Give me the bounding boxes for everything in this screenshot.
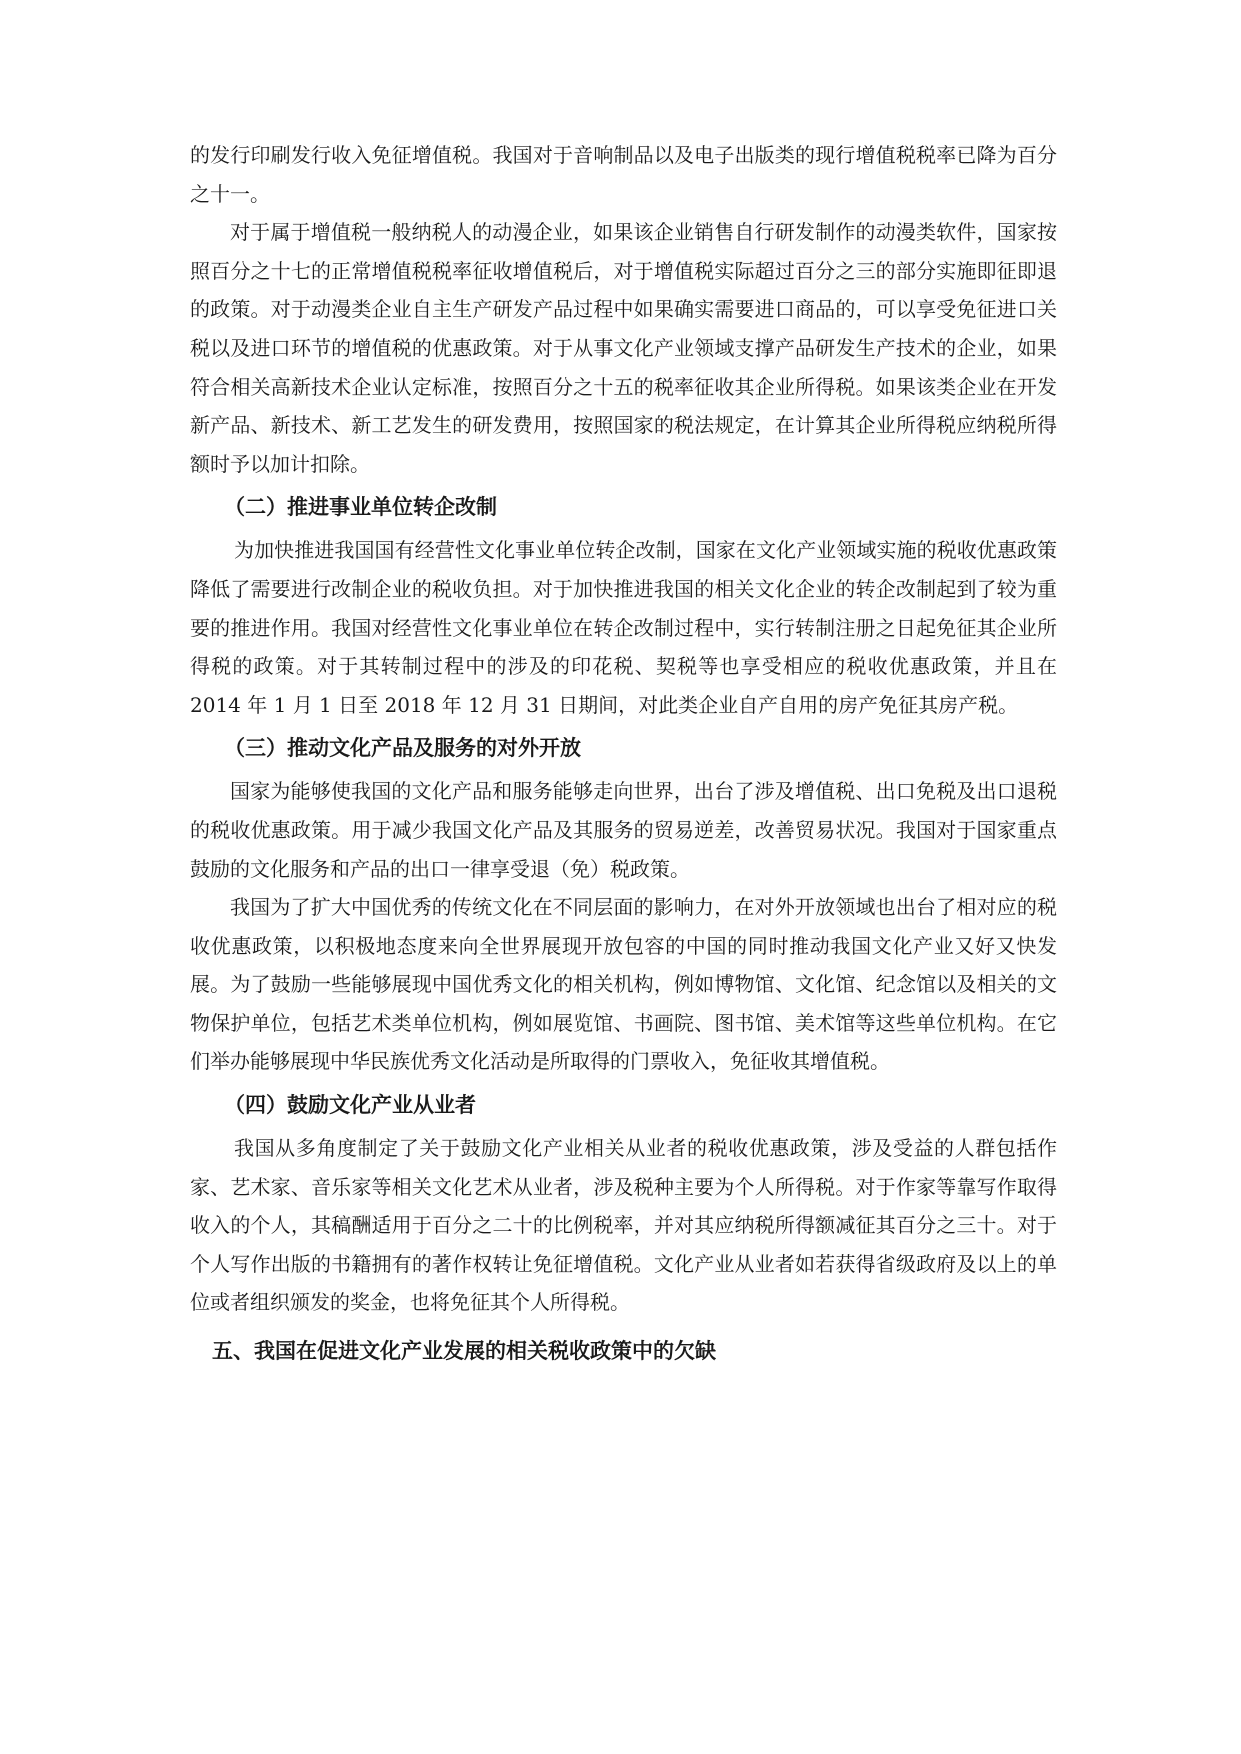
paragraph-animation-enterprise-tax: 对于属于增值税一般纳税人的动漫企业，如果该企业销售自行研发制作的动漫类软件，国家按照百分之十七的正常增值税税率征收增值税后，对于增值税实际超过百分之三的部分实施即征即退的政策。对于动漫类企业自主生产研发产品过程中如果确实需要进口商品的，可以享受免征进口关税以及进口环节的增值税的优惠政策。对于从事文化产业领域支撑产品研发生产技术的企业，如果符合相关高新技术企业认定标准，按照百分之十五的税率征收其企业所得税。如果该类企业在开发新产品、新技术、新工艺发生的研发费用，按照国家的税法规定，在计算其企业所得税应纳税所得额时予以加计扣除。	[190, 220, 1057, 476]
section-heading-2: （二）推进事业单位转企改制	[224, 495, 497, 520]
section-heading-4: （四）鼓励文化产业从业者	[224, 1093, 476, 1118]
chapter-heading-5: 五、我国在促进文化产业发展的相关税收政策中的欠缺	[212, 1339, 716, 1364]
paragraph-reform-tax: 为加快推进我国国有经营性文化事业单位转企改制，国家在文化产业领域实施的税收优惠政策降低了需要进行改制企业的税收负担。对于加快推进我国的相关文化企业的转企改制起到了较为重要的推进作用。我国对经营性文化事业单位在转企改制过程中，实行转制注册之日起免征其企业所得税的政策。对于其转制过程中的涉及的印花税、契税等也享受相应的税收优惠政策，并且在 2014 年 1 月 1 日至 2018 年 12 月 31 日期间，对此类企业自产自用的房产免征其房产税。	[190, 538, 1057, 717]
paragraph-practitioners-tax: 我国从多角度制定了关于鼓励文化产业相关从业者的税收优惠政策，涉及受益的人群包括作家、艺术家、音乐家等相关文化艺术从业者，涉及税种主要为个人所得税。对于作家等靠写作取得收入的个人，其稿酬适用于百分之二十的比例税率，并对其应纳税所得额减征其百分之三十。对于个人写作出版的书籍拥有的著作权转让免征增值税。文化产业从业者如若获得省级政府及以上的单位或者组织颁发的奖金，也将免征其个人所得税。	[190, 1136, 1057, 1315]
paragraph-culture-institutions: 我国为了扩大中国优秀的传统文化在不同层面的影响力，在对外开放领域也出台了相对应的税收优惠政策，以积极地态度来向全世界展现开放包容的中国的同时推动我国文化产业又好又快发展。为了鼓励一些能够展现中国优秀文化的相关机构，例如博物馆、文化馆、纪念馆以及相关的文物保护单位，包括艺术类单位机构，例如展览馆、书画院、图书馆、美术馆等这些单位机构。在它们举办能够展现中华民族优秀文化活动是所取得的门票收入，免征收其增值税。	[190, 895, 1057, 1074]
section-heading-3: （三）推动文化产品及服务的对外开放	[224, 736, 581, 761]
paragraph-export-tax: 国家为能够使我国的文化产品和服务能够走向世界，出台了涉及增值税、出口免税及出口退税的税收优惠政策。用于减少我国文化产品及其服务的贸易逆差，改善贸易状况。我国对于国家重点鼓励的文化服务和产品的出口一律享受退（免）税政策。	[190, 779, 1057, 881]
paragraph-continuation: 的发行印刷发行收入免征增值税。我国对于音响制品以及电子出版类的现行增值税税率已降为百分之十一。	[190, 143, 1057, 206]
